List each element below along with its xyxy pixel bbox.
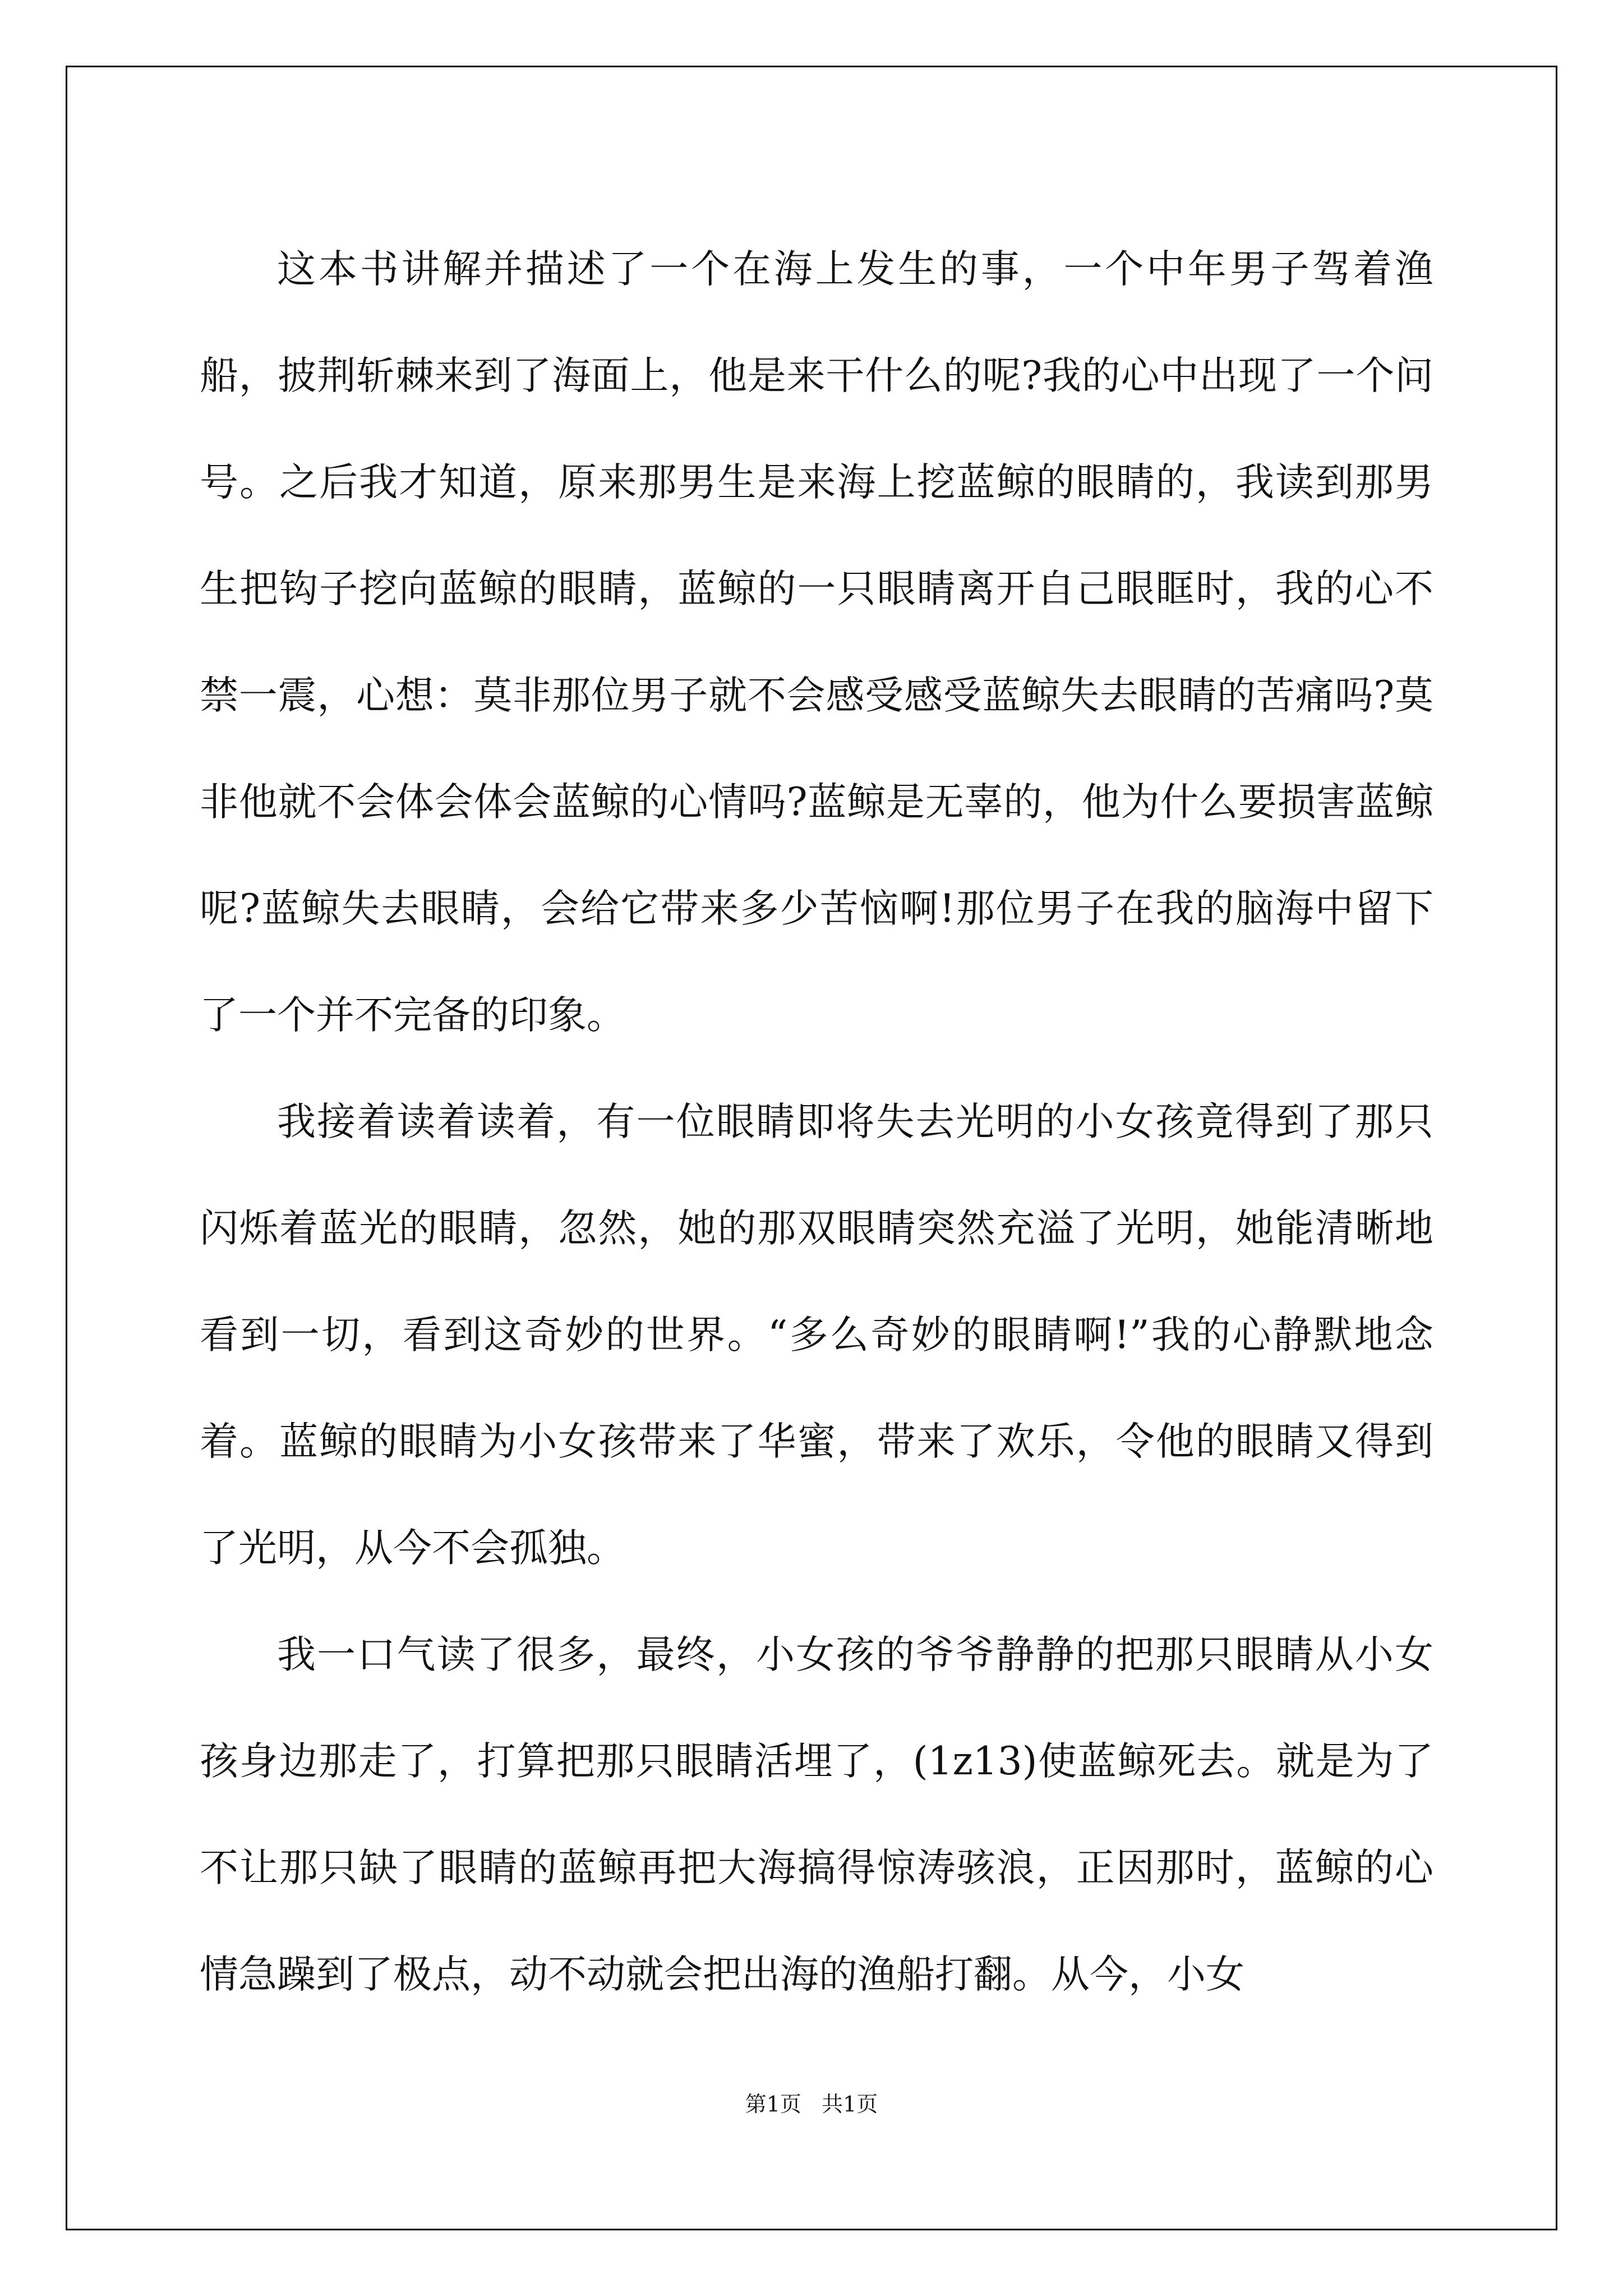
document-body [200, 216, 1433, 2028]
paragraph-3: 我一口气读了很多，最终，小女孩的爷爷静静的把那只眼睛从小女孩身边那走了，打算把那只眼睛活埋了，(1z13)使蓝鲸死去。就是为了不让那只缺了眼睛的蓝鲸再把大海搞得惊涛骇浪，正因那时，蓝鲸的心情急躁到了极点，动不动就会把出海的渔船打翻。从今，小女 [200, 1632, 1433, 1997]
paragraph-1: 这本书讲解并描述了一个在海上发生的事，一个中年男子驾着渔船，披荆斩棘来到了海面上，他是来干什么的呢?我的心中出现了一个问号。之后我才知道，原来那男生是来海上挖蓝鲸的眼睛的，我读到那男生把钩子挖向蓝鲸的眼睛，蓝鲸的一只眼睛离开自己眼眶时，我的心不禁一震，心想：莫非那位男子就不会感受感受蓝鲸失去眼睛的苦痛吗?莫非他就不会体会体会蓝鲸的心情吗?蓝鲸是无辜的，他为什么要损害蓝鲸呢?蓝鲸失去眼睛，会给它带来多少苦恼啊!那位男子在我的脑海中留下了一个并不完备的印象。 [200, 247, 1433, 1038]
page-number-footer: 第1页 共1页 [745, 2092, 878, 2116]
paragraph-2: 我接着读着读着，有一位眼睛即将失去光明的小女孩竟得到了那只闪烁着蓝光的眼睛，忽然，她的那双眼睛突然充溢了光明，她能清晰地看到一切，看到这奇妙的世界。“多么奇妙的眼睛啊!”我的心静默地念着。蓝鲸的眼睛为小女孩带来了华蜜，带来了欢乐，令他的眼睛又得到了光明，从今不会孤独。 [200, 1099, 1433, 1571]
